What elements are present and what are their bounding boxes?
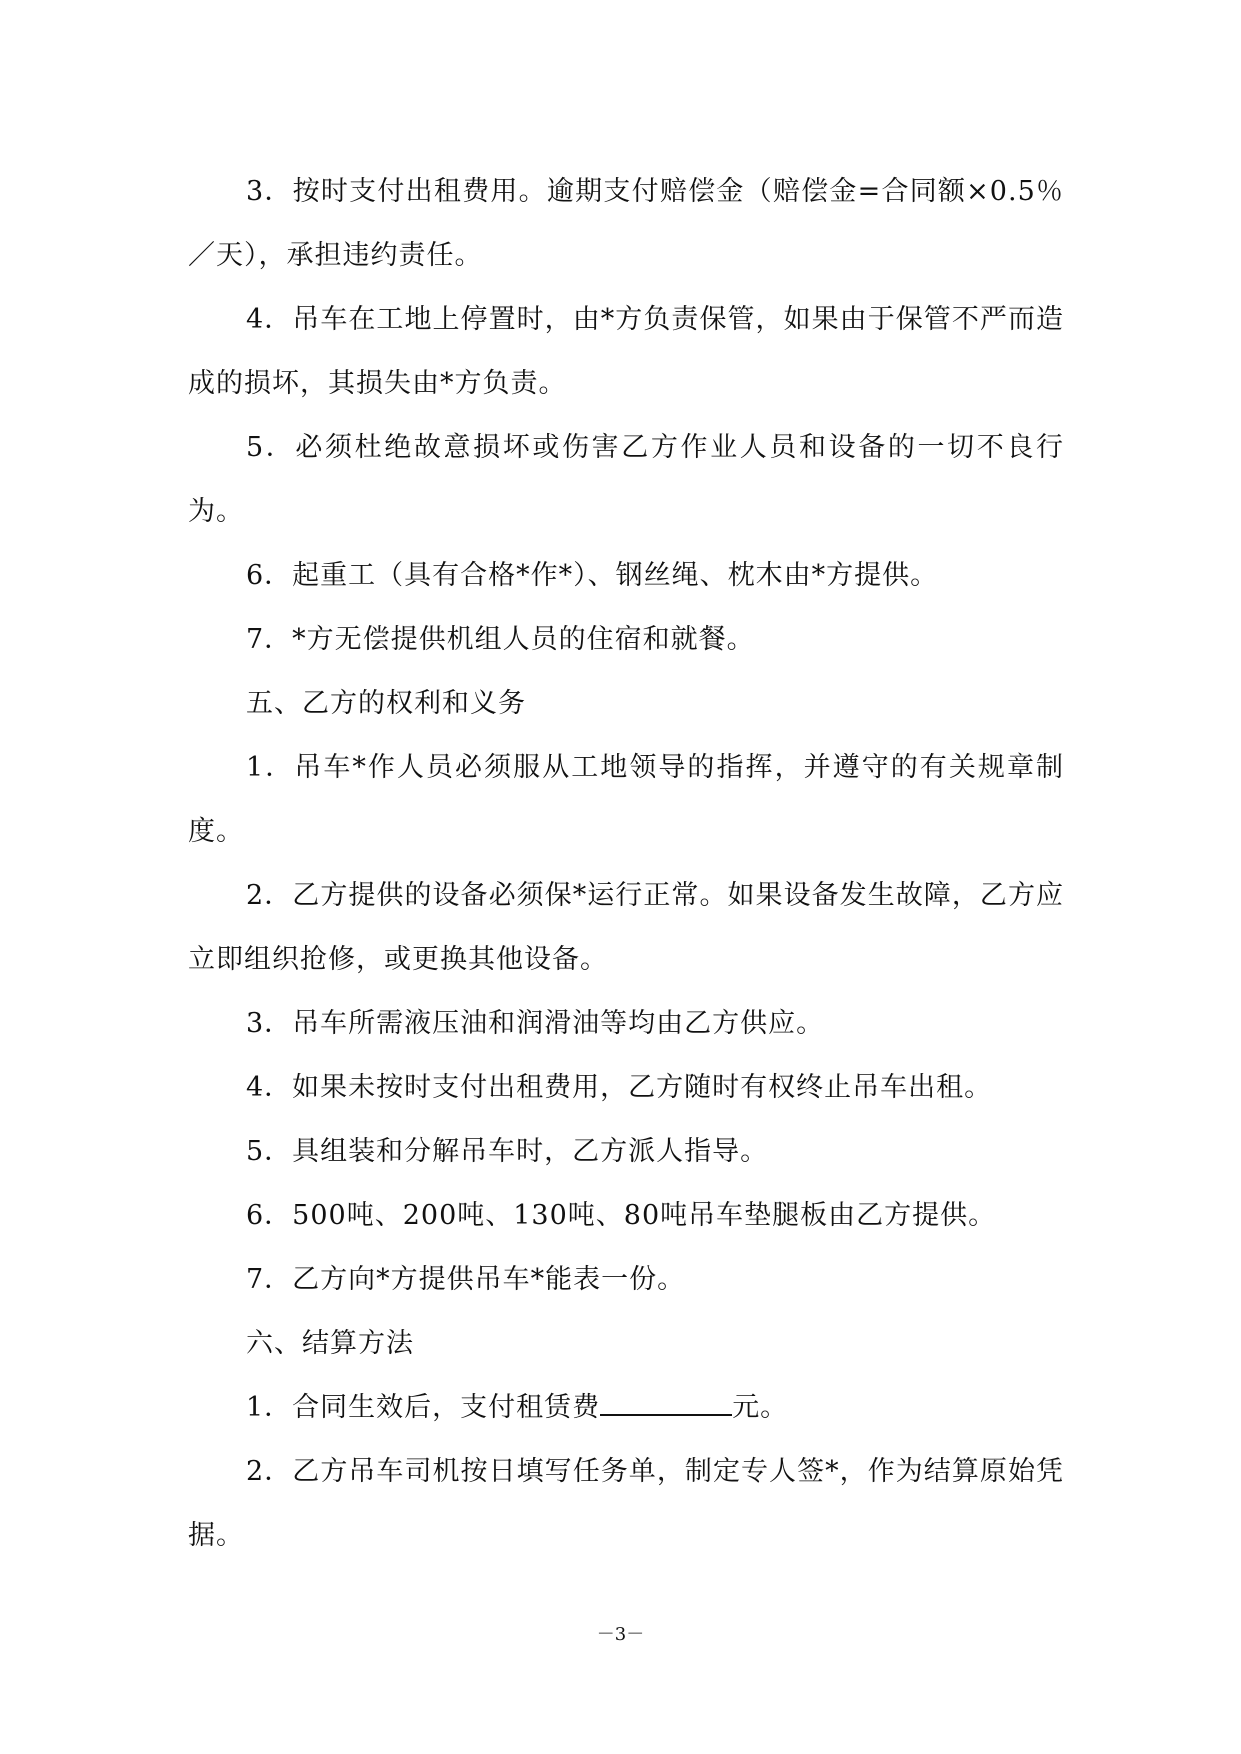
section-heading: 五、乙方的权利和义务: [246, 688, 526, 719]
clause-paragraph: 7．乙方向*方提供吊车*能表一份。: [246, 1264, 686, 1295]
settlement-clause-2: 2．乙方吊车司机按日填写任务单，制定专人签*，作为结算原始凭据。: [188, 1456, 1064, 1551]
fill-in-blank: [600, 1388, 732, 1416]
clause-paragraph: 3．吊车所需液压油和润滑油等均由乙方供应。: [246, 1008, 825, 1039]
clause-paragraph: 6．起重工（具有合格*作*）、钢丝绳、枕木由*方提供。: [246, 560, 939, 591]
page-number: －3－: [596, 1624, 645, 1645]
settlement-text-before: 1．合同生效后，支付租赁费: [246, 1392, 601, 1423]
clause-paragraph: 5．必须杜绝故意损坏或伤害乙方作业人员和设备的一切不良行为。: [188, 432, 1064, 527]
clause-paragraph: 4．吊车在工地上停置时，由*方负责保管，如果由于保管不严而造成的损坏，其损失由*方负责。: [188, 304, 1064, 399]
clause-paragraph: 2．乙方提供的设备必须保*运行正常。如果设备发生故障，乙方应立即组织抢修，或更换其他设备。: [188, 880, 1064, 975]
clause-paragraph: 4．如果未按时支付出租费用，乙方随时有权终止吊车出租。: [246, 1072, 993, 1103]
section-heading: 六、结算方法: [246, 1328, 414, 1359]
settlement-clause-1: [188, 1376, 1064, 1440]
clause-paragraph: 3．按时支付出租费用。逾期支付赔偿金（赔偿金=合同额×0.5％／天），承担违约责任。: [188, 176, 1064, 271]
clause-paragraph: 7．*方无偿提供机组人员的住宿和就餐。: [246, 624, 755, 655]
clause-paragraph: 6．500吨、200吨、130吨、80吨吊车垫腿板由乙方提供。: [246, 1200, 997, 1231]
clause-paragraph: 1．吊车*作人员必须服从工地领导的指挥，并遵守的有关规章制度。: [188, 752, 1064, 847]
contract-body: [188, 160, 1064, 1568]
settlement-text-after: 元。: [732, 1392, 789, 1423]
clause-paragraph: 5．具组装和分解吊车时，乙方派人指导。: [246, 1136, 769, 1167]
